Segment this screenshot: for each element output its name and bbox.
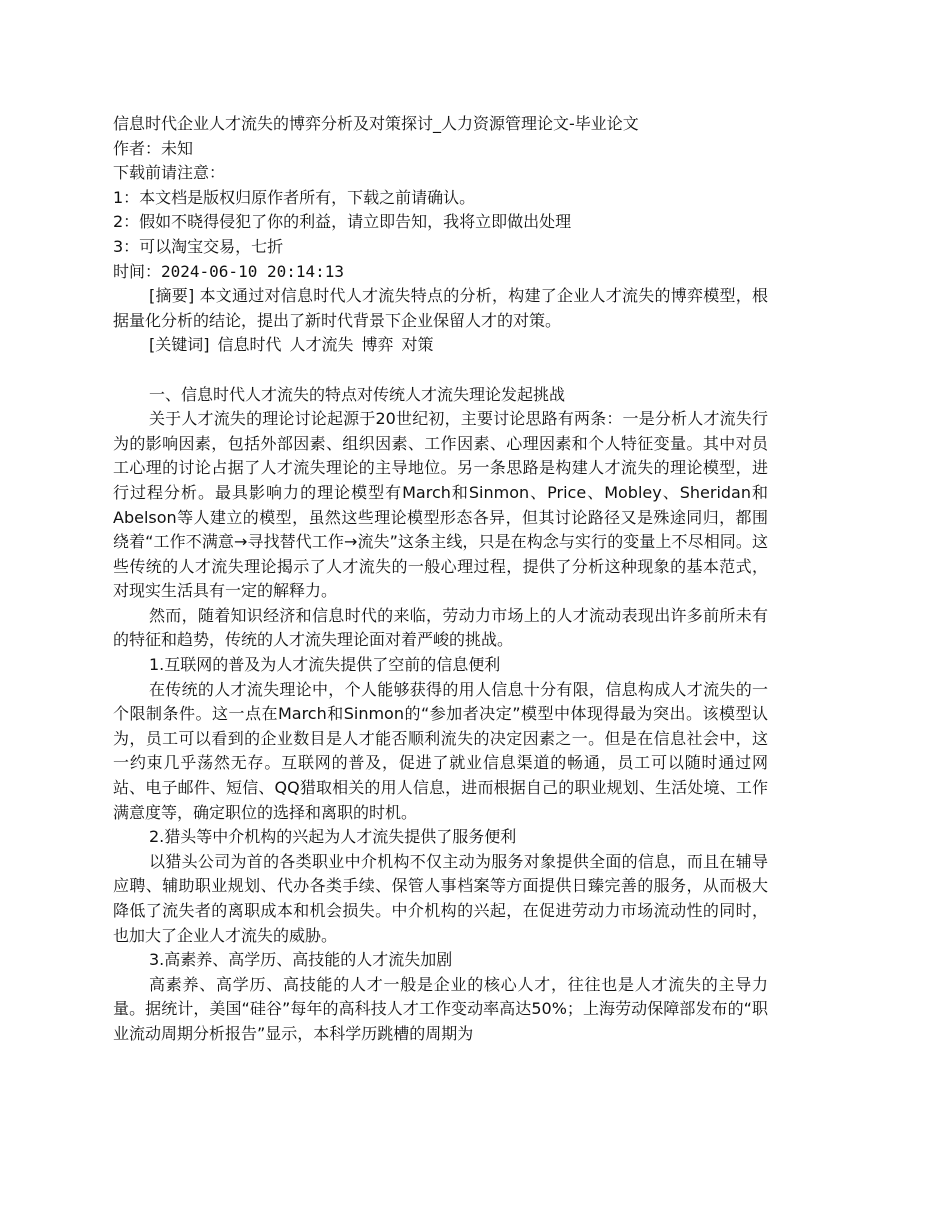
notice-item: 1：本文档是版权归原作者所有，下载之前请确认。 <box>113 187 476 207</box>
section-heading: 一、信息时代人才流失的特点对传统人才流失理论发起挑战 <box>149 384 566 404</box>
notice-item: 3：可以淘宝交易，七折 <box>113 236 284 256</box>
keyword: 人才流失 <box>289 335 354 355</box>
keyword: 博弈 <box>361 335 394 355</box>
notice-item: 2：假如不晓得侵犯了你的利益，请立即告知，我将立即做出处理 <box>113 212 572 232</box>
keywords-label: [关键词] <box>149 335 210 355</box>
document-title: 信息时代企业人才流失的博弈分析及对策探讨_人力资源管理论文-毕业论文 <box>113 114 639 133</box>
timestamp: 时间：2024-06-10 20:14:13 <box>113 261 345 281</box>
subsection-heading: 2.猎头等中介机构的兴起为人才流失提供了服务便利 <box>149 827 517 847</box>
keyword: 信息时代 <box>217 335 282 355</box>
keywords-line <box>113 333 768 358</box>
author-line: 作者：未知 <box>113 138 194 158</box>
blank-line <box>113 358 768 383</box>
body-paragraph: 高素养、高学历、高技能的人才一般是企业的核心人才，往往也是人才流失的主导力量。据统计，美国“硅谷”每年的高科技人才工作变动率高达50%；上海劳动保障部发布的“职业流动周期分析报告”显示，本科学历跳槽的周期为 <box>113 974 768 1043</box>
subsection-heading: 1.互联网的普及为人才流失提供了空前的信息便利 <box>149 655 501 675</box>
notice-title: 下载前请注意： <box>113 163 226 183</box>
keyword: 对策 <box>401 335 434 355</box>
abstract-paragraph: [摘要] 本文通过对信息时代人才流失特点的分析，构建了企业人才流失的博弈模型，根据量化分析的结论，提出了新时代背景下企业保留人才的对策。 <box>113 286 768 330</box>
body-paragraph: 在传统的人才流失理论中，个人能够获得的用人信息十分有限，信息构成人才流失的一个限制条件。这一点在March和Sinmon的“参加者决定”模型中体现得最为突出。该模型认为，员工可以看到的企业数目是人才能否顺利流失的决定因素之一。但是在信息社会中，这一约束几乎荡然无存。互联网的普及，促进了就业信息渠道的畅通，员工可以随时通过网站、电子邮件、短信、QQ猎取相关的用人信息，进而根据自己的职业规划、生活处境、工作满意度等，确定职位的选择和离职的时机。 <box>113 679 768 822</box>
body-paragraph: 关于人才流失的理论讨论起源于20世纪初，主要讨论思路有两条：一是分析人才流失行为的影响因素，包括外部因素、组织因素、工作因素、心理因素和个人特征变量。其中对员工心理的讨论占据了人才流失理论的主导地位。另一条思路是构建人才流失的理论模型，进行过程分析。最具影响力的理论模型有March和Sinmon、Price、Mobley、Sheridan和Abelson等人建立的模型，虽然这些理论模型形态各异，但其讨论路径又是殊途同归，都围绕着“工作不满意→寻找替代工作→流失”这条主线，只是在构念与实行的变量上不尽相同。这些传统的人才流失理论揭示了人才流失的一般心理过程，提供了分析这种现象的基本范式，对现实生活具有一定的解释力。 <box>113 409 768 601</box>
document-page <box>113 112 768 1047</box>
subsection-heading: 3.高素养、高学历、高技能的人才流失加剧 <box>149 950 453 970</box>
body-paragraph: 然而，随着知识经济和信息时代的来临，劳动力市场上的人才流动表现出许多前所未有的特征和趋势，传统的人才流失理论面对着严峻的挑战。 <box>113 605 768 650</box>
body-paragraph: 以猎头公司为首的各类职业中介机构不仅主动为服务对象提供全面的信息，而且在辅导应聘、辅助职业规划、代办各类手续、保管人事档案等方面提供日臻完善的服务，从而极大降低了流失者的离职成本和机会损失。中介机构的兴起，在促进劳动力市场流动性的同时，也加大了企业人才流失的威胁。 <box>113 851 768 945</box>
